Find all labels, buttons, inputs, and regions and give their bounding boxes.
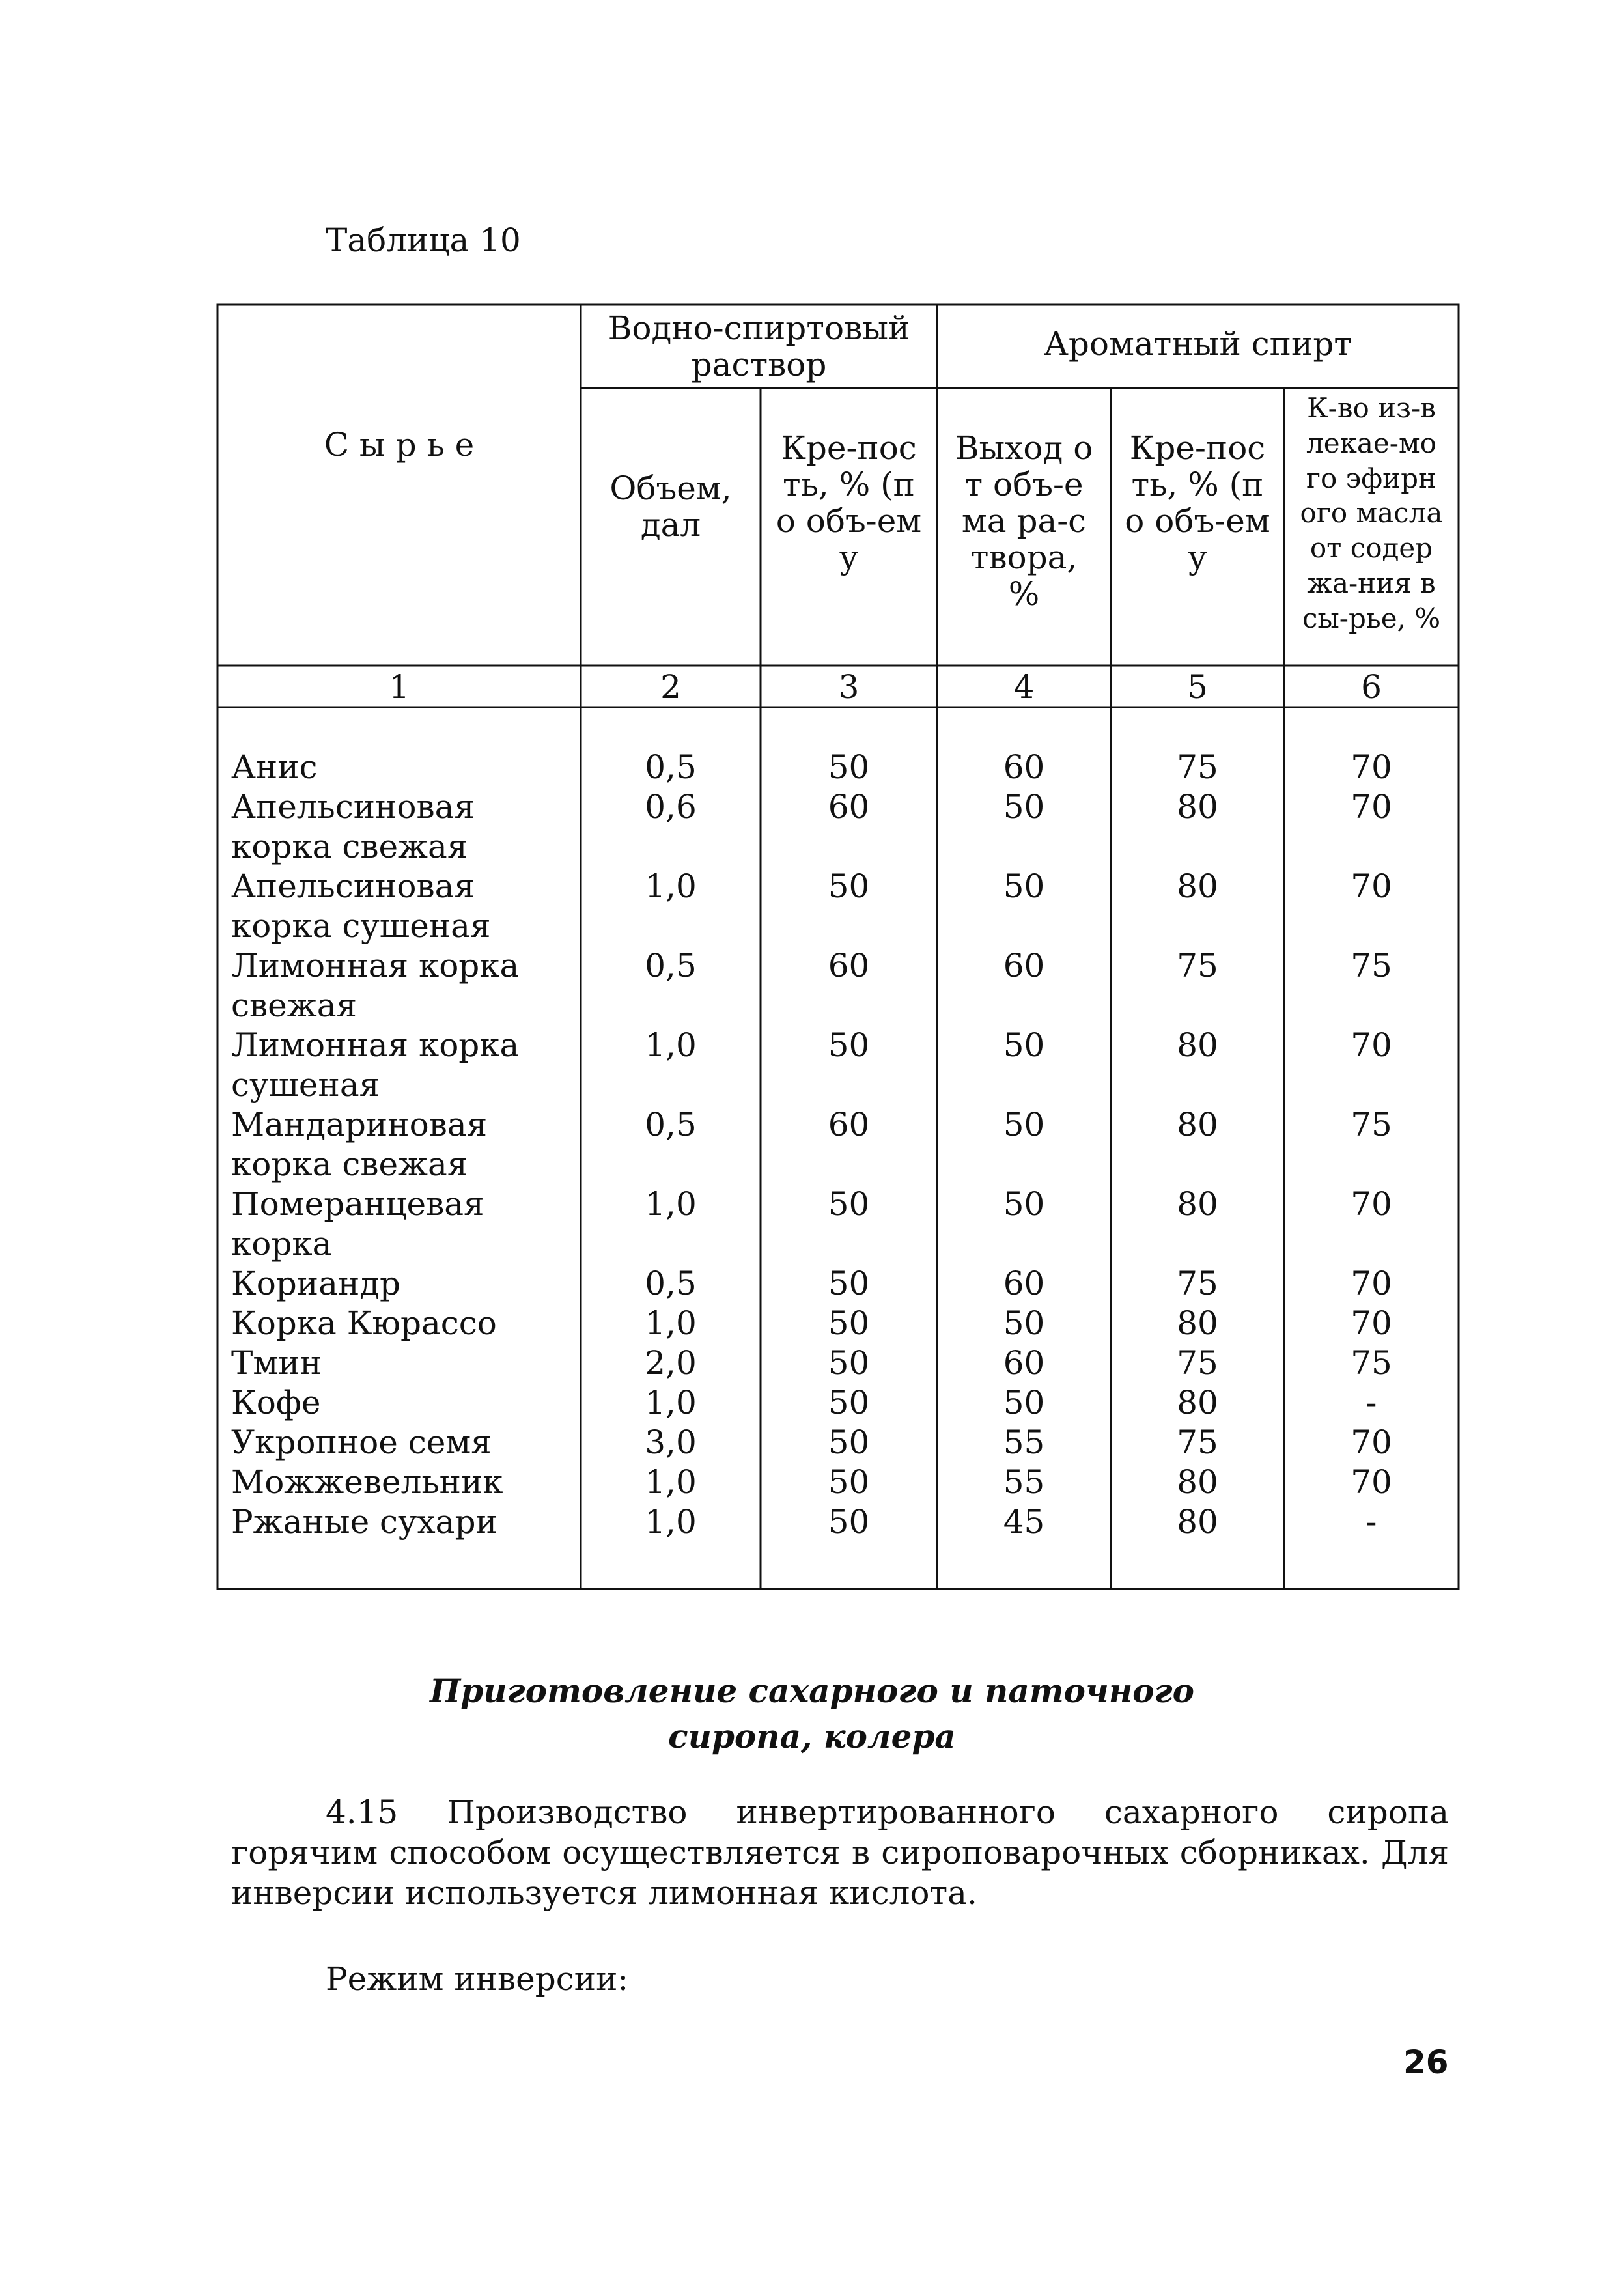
cell-strength-spirit: 75 xyxy=(1177,947,1218,985)
row-name: Корка Кюрассо xyxy=(231,1304,497,1342)
cell-volume: 0,5 xyxy=(645,1265,697,1302)
cell-yield: 50 xyxy=(1003,1304,1045,1342)
cell-yield: 50 xyxy=(1003,1384,1045,1422)
header-yield xyxy=(937,430,1111,612)
cell-yield: 45 xyxy=(1003,1503,1045,1541)
cell-strength-solution: 50 xyxy=(828,1026,870,1064)
cell-strength-spirit: 75 xyxy=(1177,1423,1218,1461)
cell-yield: 50 xyxy=(1003,1026,1045,1064)
cell-strength-solution: 60 xyxy=(828,788,870,826)
cell-strength-spirit: 75 xyxy=(1177,1344,1218,1382)
cell-volume: 1,0 xyxy=(645,1185,697,1223)
cell-yield: 50 xyxy=(1003,1106,1045,1143)
paragraph: 4.15 Производство инвертированного сахарного сиропа горячим способом осуществляется в сироповарочных сборниках. Для инверсии используется лимонная кислота. xyxy=(231,1793,1449,1912)
cell-strength-solution: 50 xyxy=(828,1304,870,1342)
cell-strength-spirit: 75 xyxy=(1177,748,1218,786)
cell-volume: 1,0 xyxy=(645,1463,697,1501)
cell-volume: 0,5 xyxy=(645,748,697,786)
row-name: Лимонная корка сушеная xyxy=(231,1026,520,1104)
cell-strength-solution: 50 xyxy=(828,1463,870,1501)
column-number: 5 xyxy=(1187,668,1208,706)
table-caption: Таблица 10 xyxy=(326,221,521,259)
cell-strength-spirit: 75 xyxy=(1177,1265,1218,1302)
cell-strength-solution: 50 xyxy=(828,1503,870,1541)
cell-volume: 0,5 xyxy=(645,947,697,985)
row-name: Кориандр xyxy=(231,1265,401,1302)
header-strength-spirit xyxy=(1111,430,1284,576)
header-aromatic-spirit-group: Ароматный спирт xyxy=(1044,325,1352,363)
cell-oil: - xyxy=(1365,1503,1377,1541)
cell-strength-spirit: 80 xyxy=(1177,1304,1218,1342)
cell-strength-solution: 50 xyxy=(828,1423,870,1461)
header-strength-solution xyxy=(761,430,937,576)
header-oil-content-text: К-во из-влекае-мого эфирного масла от содержа-ния в сы-рье, % xyxy=(1300,392,1443,634)
cell-volume: 2,0 xyxy=(645,1344,697,1382)
header-strength-spirit-text: Кре-пость, % (по объ-ему xyxy=(1125,429,1270,576)
row-name: Апельсиновая корка сушеная xyxy=(231,867,491,945)
cell-volume: 1,0 xyxy=(645,1503,697,1541)
column-number: 6 xyxy=(1361,668,1382,706)
header-raw-material: С ы р ь е xyxy=(324,426,475,464)
row-name: Апельсиновая корка свежая xyxy=(231,788,475,865)
cell-yield: 60 xyxy=(1003,1344,1045,1382)
cell-strength-solution: 50 xyxy=(828,1384,870,1422)
section-heading xyxy=(0,1668,1624,1759)
cell-strength-spirit: 80 xyxy=(1177,1463,1218,1501)
row-name: Ржаные сухари xyxy=(231,1503,497,1541)
inversion-mode-line: Режим инверсии: xyxy=(326,1960,629,1998)
cell-strength-solution: 50 xyxy=(828,1265,870,1302)
cell-oil: 70 xyxy=(1351,1185,1392,1223)
cell-strength-solution: 50 xyxy=(828,748,870,786)
section-heading-line-1: Приготовление сахарного и паточного xyxy=(429,1672,1195,1710)
header-yield-text: Выход от объ-ема ра-створа, % xyxy=(955,429,1093,613)
section-heading-line-2: сиропа, колера xyxy=(668,1717,956,1756)
cell-oil: 70 xyxy=(1351,748,1392,786)
cell-oil: 70 xyxy=(1351,867,1392,905)
cell-strength-solution: 50 xyxy=(828,1344,870,1382)
cell-oil: 75 xyxy=(1351,1344,1392,1382)
column-number: 2 xyxy=(660,668,681,706)
row-name: Укропное семя xyxy=(231,1423,492,1461)
cell-yield: 60 xyxy=(1003,947,1045,985)
header-water-alcohol-group xyxy=(581,310,937,383)
row-name: Лимонная корка свежая xyxy=(231,947,520,1024)
cell-yield: 60 xyxy=(1003,1265,1045,1302)
cell-strength-solution: 50 xyxy=(828,1185,870,1223)
cell-oil: 70 xyxy=(1351,1304,1392,1342)
cell-strength-solution: 60 xyxy=(828,1106,870,1143)
cell-yield: 55 xyxy=(1003,1423,1045,1461)
cell-volume: 0,5 xyxy=(645,1106,697,1143)
cell-volume: 1,0 xyxy=(645,1304,697,1342)
cell-strength-spirit: 80 xyxy=(1177,1384,1218,1422)
cell-yield: 55 xyxy=(1003,1463,1045,1501)
cell-oil: 70 xyxy=(1351,1463,1392,1501)
cell-oil: 75 xyxy=(1351,947,1392,985)
cell-volume: 3,0 xyxy=(645,1423,697,1461)
header-water-alcohol-text: Водно-спиртовый раствор xyxy=(608,309,910,384)
header-strength-solution-text: Кре-пость, % (по объ-ему xyxy=(776,429,922,576)
cell-volume: 1,0 xyxy=(645,867,697,905)
row-name: Мандариновая корка свежая xyxy=(231,1106,488,1183)
cell-oil: - xyxy=(1365,1384,1377,1422)
cell-yield: 60 xyxy=(1003,748,1045,786)
cell-yield: 50 xyxy=(1003,867,1045,905)
column-number: 3 xyxy=(838,668,860,706)
header-oil-content xyxy=(1284,391,1459,636)
header-volume xyxy=(581,470,761,543)
cell-volume: 0,6 xyxy=(645,788,697,826)
row-name: Можжевельник xyxy=(231,1463,503,1501)
cell-oil: 70 xyxy=(1351,788,1392,826)
column-number: 1 xyxy=(389,668,410,706)
cell-oil: 70 xyxy=(1351,1423,1392,1461)
cell-yield: 50 xyxy=(1003,788,1045,826)
row-name: Тмин xyxy=(231,1344,322,1382)
cell-strength-spirit: 80 xyxy=(1177,788,1218,826)
row-name: Кофе xyxy=(231,1384,321,1422)
cell-yield: 50 xyxy=(1003,1185,1045,1223)
cell-oil: 70 xyxy=(1351,1265,1392,1302)
cell-volume: 1,0 xyxy=(645,1384,697,1422)
cell-strength-spirit: 80 xyxy=(1177,867,1218,905)
cell-strength-solution: 60 xyxy=(828,947,870,985)
page-number: 26 xyxy=(1403,2043,1449,2081)
cell-oil: 70 xyxy=(1351,1026,1392,1064)
cell-strength-spirit: 80 xyxy=(1177,1026,1218,1064)
header-volume-text: Объем, дал xyxy=(609,469,732,544)
cell-strength-solution: 50 xyxy=(828,867,870,905)
cell-oil: 75 xyxy=(1351,1106,1392,1143)
column-number: 4 xyxy=(1013,668,1035,706)
cell-strength-spirit: 80 xyxy=(1177,1503,1218,1541)
cell-strength-spirit: 80 xyxy=(1177,1106,1218,1143)
cell-strength-spirit: 80 xyxy=(1177,1185,1218,1223)
cell-volume: 1,0 xyxy=(645,1026,697,1064)
row-name: Померанцевая корка xyxy=(231,1185,484,1263)
row-name: Анис xyxy=(231,748,318,786)
